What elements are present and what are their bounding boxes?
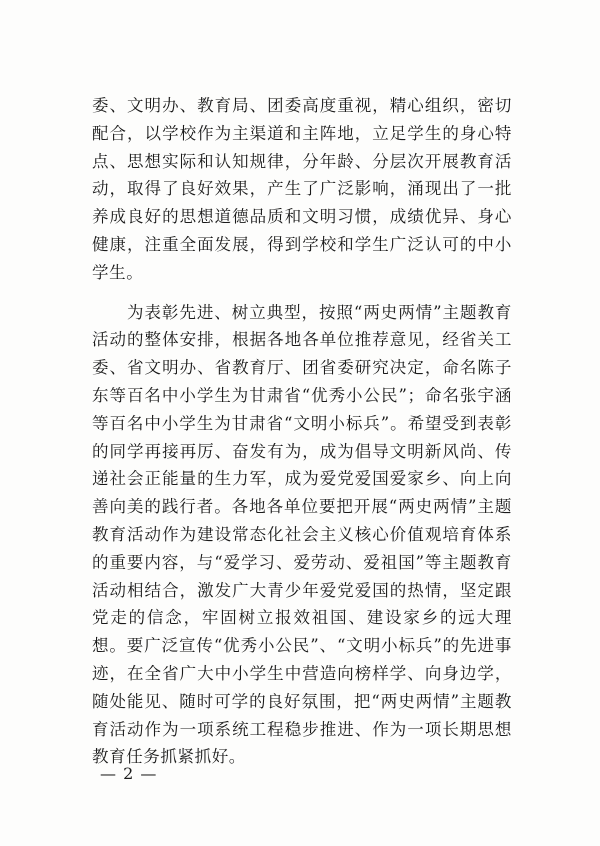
paragraph-continuation: 委、文明办、教育局、团委高度重视，精心组织，密切配合，以学校作为主渠道和主阵地，立足学生的身心特点、思想实际和认知规律，分年龄、分层次开展教育活动，取得了良好效果，产生了广泛影响，涌现出了一批养成良好的思想道德品质和文明习惯，成绩优异、身心健康，注重全面发展，得到学校和学生广泛认可的中小学生。 xyxy=(92,96,512,282)
document-body xyxy=(92,92,512,771)
paragraph-commendation: 为表彰先进、树立典型，按照“两史两情”主题教育活动的整体安排，根据各地各单位推荐意见，经省关工委、省文明办、省教育厅、团省委研究决定，命名陈子东等百名中小学生为甘肃省“优秀小公民”；命名张宇涵等百名中小学生为甘肃省“文明小标兵”。希望受到表彰的同学再接再厉、奋发有为，成为倡导文明新风尚、传递社会正能量的生力军，成为爱党爱国爱家乡、向上向善向美的践行者。各地各单位要把开展“两史两情”主题教育活动作为建设常态化社会主义核心价值观培育体系的重要内容，与“爱学习、爱劳动、爱祖国”等主题教育活动相结合，激发广大青少年爱党爱国的热情，坚定跟党走的信念，牢固树立报效祖国、建设家乡的远大理想。要广泛宣传“优秀小公民”、“文明小标兵”的先进事迹，在全省广大中小学生中营造向榜样学、向身边学，随处能见、随时可学的良好氛围，把“两史两情”主题教育活动作为一项系统工程稳步推进、作为一项长期思想教育任务抓紧抓好。 xyxy=(92,302,512,767)
paragraph-gap xyxy=(92,287,512,299)
page-number: — 2 — xyxy=(100,764,158,783)
